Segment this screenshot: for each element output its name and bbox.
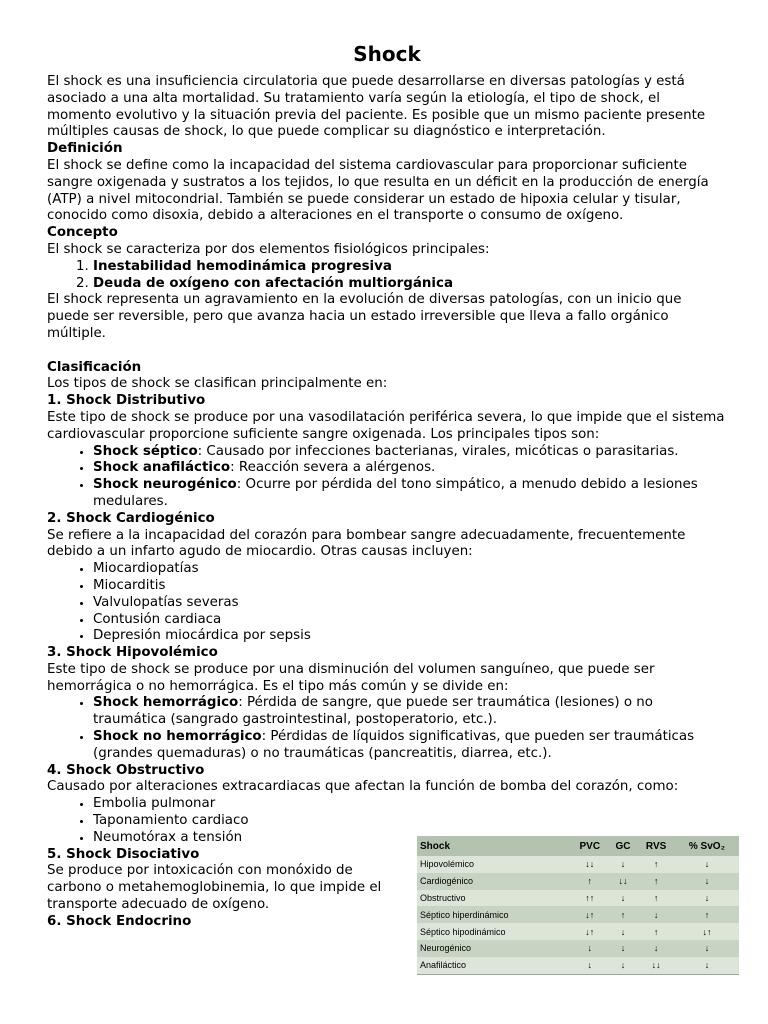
list-item: • Valvulopatías severas xyxy=(93,595,727,612)
spacer xyxy=(47,343,727,360)
list-item: • Shock neurogénico: Ocurre por pérdida del tono simpático, a menudo debido a lesiones medulares. xyxy=(93,477,727,511)
definicion-text: El shock se define como la incapacidad del sistema cardiovascular para proporcionar suficiente sangre oxigenada y sustratos a los tejidos, lo que resulta en un déficit en la producción de energía (ATP) a nivel mitocondrial. También se puede considerar un estado de hipoxia celular y tisular, conocido como disoxia, debido a alteraciones en el transporte o consumo de oxígeno. xyxy=(47,157,709,224)
concepto-closing: El shock representa un agravamiento en la evolución de diversas patologías, con un inicio que puede ser reversible, pero que avanza hacia un estado irreversible que lleva a fallo orgánico múltiple. xyxy=(47,292,682,341)
cardiogenico-heading: 2. Shock Cardiogénico xyxy=(47,510,215,526)
hipovolemico-heading: 3. Shock Hipovolémico xyxy=(47,645,218,661)
concepto-list xyxy=(47,259,727,293)
obstructivo-text: Causado por alteraciones extracardiacas que afectan la función de bomba del corazón, como: xyxy=(47,779,679,795)
list-item: • Shock anafiláctico: Reacción severa a alérgenos. xyxy=(93,460,727,477)
table-row: Séptico hipodinámico ↓↑ ↓ ↑ ↓↑ xyxy=(417,923,739,940)
clasificacion-heading: Clasificación xyxy=(47,359,142,375)
distributivo-list xyxy=(47,444,727,511)
table-header-cell: % SvO₂ xyxy=(675,836,739,856)
disociativo-text: Se produce por intoxicación con monóxido de carbono o metahemoglobinemia, lo que impide el transporte adecuado de oxígeno. xyxy=(47,863,382,913)
table-row: Cardiogénico ↑ ↓↓ ↑ ↓ xyxy=(417,873,739,890)
list-item: • Shock no hemorrágico: Pérdidas de líquidos significativas, que pueden ser traumáticas (grandes quemaduras) o no traumáticas (pancreatitis, diarrea, etc.). xyxy=(93,729,727,763)
list-item: • Miocarditis xyxy=(93,578,727,595)
list-item: • Depresión miocárdica por sepsis xyxy=(93,628,727,645)
table-header-cell: GC xyxy=(609,836,638,856)
table-row: Séptico hiperdinámico ↓↑ ↑ ↓ ↑ xyxy=(417,906,739,923)
disociativo-heading: 5. Shock Disociativo xyxy=(47,846,200,862)
list-item: • Neumotórax a tensión xyxy=(93,830,727,847)
table-row: Obstructivo ↑↑ ↓ ↑ ↓ xyxy=(417,890,739,907)
cardiogenico-list xyxy=(47,561,727,645)
hipovolemico-list xyxy=(47,695,727,762)
hipovolemico-text: Este tipo de shock se produce por una disminución del volumen sanguíneo, que puede ser hemorrágica o no hemorrágica. Es el tipo más común y se divide en: xyxy=(47,661,655,694)
table-row: Anafiláctico ↓ ↓ ↓↓ ↓ xyxy=(417,957,739,974)
table-header-cell: Shock xyxy=(417,836,571,856)
list-item: 1. Inestabilidad hemodinámica progresiva xyxy=(93,259,727,276)
distributivo-text: Este tipo de shock se produce por una vasodilatación periférica severa, lo que impide que el sistema cardiovascular proporcione suficiente sangre oxigenada. Los principales tipos son: xyxy=(47,409,725,442)
intro-paragraph: El shock es una insuficiencia circulatoria que puede desarrollarse en diversas patologías y está asociado a una alta mortalidad. Su tratamiento varía según la etiología, el tipo de shock, el momento evolutivo y la situación previa del paciente. Es posible que un mismo paciente presente múltiples causas de shock, lo que puede complicar su diagnóstico e interpretación. xyxy=(47,74,706,140)
concepto-intro: El shock se caracteriza por dos elementos fisiológicos principales: xyxy=(47,241,490,257)
list-item: • Contusión cardiaca xyxy=(93,612,727,629)
definicion-heading: Definición xyxy=(47,141,123,157)
endocrino-heading: 6. Shock Endocrino xyxy=(47,913,192,929)
list-item: • Embolia pulmonar xyxy=(93,796,727,813)
clasificacion-intro: Los tipos de shock se clasifican principalmente en: xyxy=(47,376,388,392)
concepto-heading: Concepto xyxy=(47,225,118,241)
table-row: Hipovolémico ↓↓ ↓ ↑ ↓ xyxy=(417,856,739,873)
document-body xyxy=(47,40,727,931)
cardiogenico-text: Se refiere a la incapacidad del corazón para bombear sangre adecuadamente, frecuentemente debido a un infarto agudo de miocardio. Otras causas incluyen: xyxy=(47,527,686,560)
distributivo-heading: 1. Shock Distributivo xyxy=(47,393,206,409)
list-item: • Taponamiento cardiaco xyxy=(93,813,727,830)
table-header-cell: PVC xyxy=(571,836,609,856)
list-item: 2. Deuda de oxígeno con afectación multiorgánica xyxy=(93,276,727,293)
table-header-cell: RVS xyxy=(637,836,675,856)
shock-hemodynamics-table xyxy=(417,836,739,975)
list-item: • Miocardiopatías xyxy=(93,561,727,578)
table-header-row xyxy=(417,836,739,856)
list-item: • Shock hemorrágico: Pérdida de sangre, que puede ser traumática (lesiones) o no traumática (sangrado gastrointestinal, postoperatorio, etc.). xyxy=(93,695,727,729)
list-item: • Shock séptico: Causado por infecciones bacterianas, virales, micóticas o parasitarias. xyxy=(93,444,727,461)
page-title: Shock xyxy=(353,42,421,66)
table-row: Neurogénico ↓ ↓ ↓ ↓ xyxy=(417,940,739,957)
obstructivo-heading: 4. Shock Obstructivo xyxy=(47,762,205,778)
